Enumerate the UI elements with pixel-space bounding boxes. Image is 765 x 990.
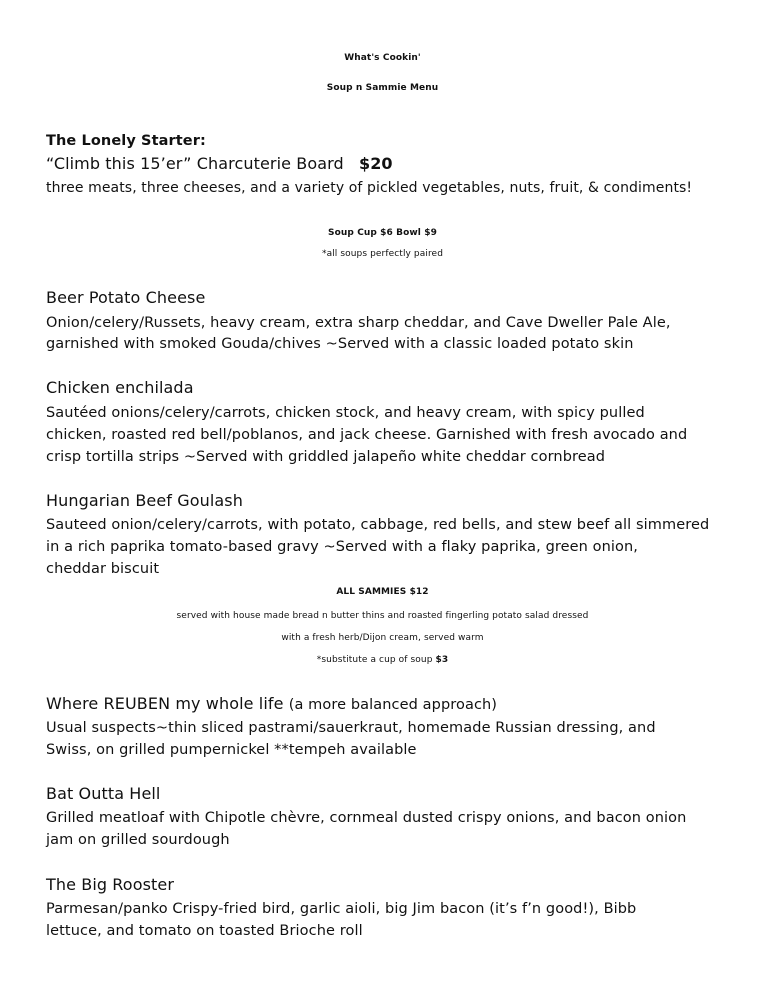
starter-description: three meats, three cheeses, and a variety of pickled vegetables, nuts, fruit, & condiments! (46, 180, 693, 196)
sammie-item-name: The Big Rooster (46, 875, 175, 894)
sammies-info-line: served with house made bread n butter thins and roasted fingerling potato salad dressed (176, 611, 589, 621)
sammie-item-name: Bat Outta Hell (46, 784, 161, 803)
soup-item-name: Hungarian Beef Goulash (46, 491, 243, 510)
sammie-name-note: (a more balanced approach) (288, 697, 498, 713)
menu-subtitle: Soup n Sammie Menu (326, 83, 439, 93)
sammie-item-line: Grilled meatloaf with Chipotle chèvre, cornmeal dusted crispy onions, and bacon onion (46, 810, 687, 826)
soup-item-line: in a rich paprika tomato-based gravy ~Served with a flaky paprika, green onion, (46, 539, 639, 555)
starter-item-name: “Climb this 15’er” Charcuterie Board (46, 154, 344, 173)
soup-item-line: cheddar biscuit (46, 561, 160, 577)
sammie-item-line: jam on grilled sourdough (46, 832, 230, 848)
soup-item-line: crisp tortilla strips ~Served with griddled jalapeño white cheddar cornbread (46, 449, 606, 465)
soup-item-line: Sauteed onion/celery/carrots, with potato, cabbage, red bells, and stew beef all simmered (46, 517, 710, 533)
sammie-item-name (46, 694, 497, 715)
sammies-info-line: with a fresh herb/Dijon cream, served warm (281, 633, 484, 643)
starter-item (46, 154, 393, 174)
substitute-price: $3 (435, 655, 449, 665)
soup-item-name: Beer Potato Cheese (46, 288, 206, 307)
soup-item-line: Sautéed onions/celery/carrots, chicken stock, and heavy cream, with spicy pulled (46, 405, 645, 421)
starter-heading: The Lonely Starter: (46, 133, 206, 149)
sammie-item-line: Swiss, on grilled pumpernickel **tempeh available (46, 742, 417, 758)
soup-note: *all soups perfectly paired (321, 249, 444, 259)
sammies-substitute (0, 650, 765, 670)
sammie-item-line: lettuce, and tomato on toasted Brioche roll (46, 923, 363, 939)
sammie-name: Where REUBEN my whole life (46, 694, 284, 713)
soup-item-line: Onion/celery/Russets, heavy cream, extra sharp cheddar, and Cave Dweller Pale Ale, (46, 315, 671, 331)
menu-title: What's Cookin' (344, 53, 421, 63)
substitute-text: *substitute a cup of soup (316, 655, 433, 665)
soup-item-line: chicken, roasted red bell/poblanos, and jack cheese. Garnished with fresh avocado and (46, 427, 688, 443)
sammies-heading: ALL SAMMIES $12 (336, 587, 429, 597)
soup-pricing: Soup Cup $6 Bowl $9 (328, 228, 437, 238)
soup-item-line: garnished with smoked Gouda/chives ~Served with a classic loaded potato skin (46, 336, 634, 352)
sammie-item-line: Usual suspects~thin sliced pastrami/sauerkraut, homemade Russian dressing, and (46, 720, 656, 736)
soup-item-name: Chicken enchilada (46, 378, 194, 397)
starter-price: $20 (358, 154, 393, 173)
sammie-item-line: Parmesan/panko Crispy-fried bird, garlic aioli, big Jim bacon (it’s f’n good!), Bibb (46, 901, 637, 917)
